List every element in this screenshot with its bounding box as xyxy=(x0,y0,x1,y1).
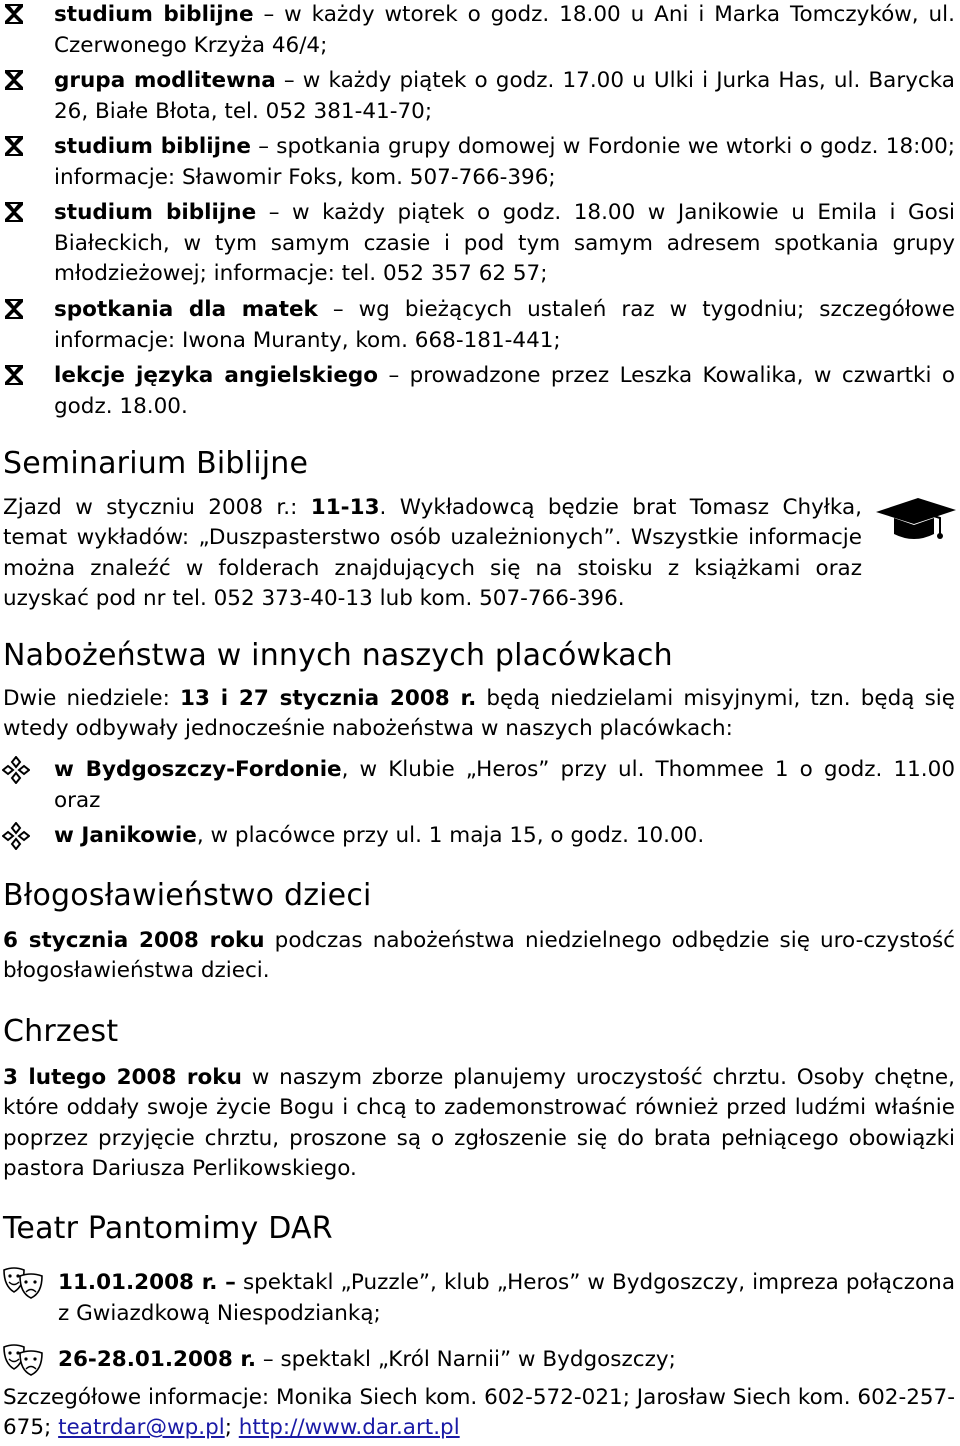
blogoslawienstwo-date: 6 stycznia 2008 roku xyxy=(3,928,265,953)
seminarium-dates: 11-13 xyxy=(310,495,380,520)
email-link[interactable]: teatrdar@wp.pl xyxy=(58,1415,225,1441)
nabozenstwa-intro xyxy=(3,684,955,745)
activity-title: lekcje języka angielskiego xyxy=(54,363,379,388)
section-title-seminarium: Seminarium Biblijne xyxy=(3,446,309,481)
section-title-nabozenstwa: Nabożeństwa w innych naszych placówkach xyxy=(3,638,673,673)
section-title-teatr: Teatr Pantomimy DAR xyxy=(3,1211,333,1246)
activity-details: – w każdy piątek o godz. 18.00 w Janikowie u Emila i Gosi Białeckich, w tym samym czasie i pod tym samym adresem spotkania grupy młodzieżowej; informacje: tel. 052 357 62 57; xyxy=(54,200,956,286)
hourglass-bullet-icon xyxy=(2,200,32,230)
four-diamond-bullet-icon xyxy=(2,822,32,852)
hourglass-bullet-icon xyxy=(2,363,32,393)
hourglass-bullet-icon xyxy=(2,297,32,327)
seminarium-pre: Zjazd w styczniu 2008 r.: xyxy=(3,495,311,520)
theater-masks-icon xyxy=(2,1343,48,1373)
activity-title: studium biblijne xyxy=(54,2,254,27)
activity-details: – spotkania grupy domowej w Fordonie we wtorki o godz. 18:00; informacje: Sławomir Foks, kom. 507-766-396; xyxy=(54,134,955,190)
activity-details: – w każdy piątek o godz. 17.00 u Ulki i Jurka Has, ul. Barycka 26, Białe Błota, tel. 052 381-41-70; xyxy=(54,68,955,124)
event-date: 26-28.01.2008 r. xyxy=(58,1347,257,1372)
contact-text: Szczegółowe informacje: Monika Siech kom. 602-572-021; Jarosław Siech kom. 602-257-675; xyxy=(3,1385,955,1441)
chrzest-body: w naszym zborze planujemy uroczystość chrztu. Osoby chętne, które oddały swoje życie Bogu i chcą to zademonstrować również przed ludźmi właśnie poprzez przyjęcie chrztu, proszone są o zgłoszenie się do brata pełniącego obowiązki pastora Dariusza Perlikowskiego. xyxy=(3,1065,955,1181)
activity-details: – wg bieżących ustaleń raz w tygodniu; szczegółowe informacje: Iwona Muranty, kom. 668-181-441; xyxy=(54,297,955,353)
event-date: 11.01.2008 r. – xyxy=(58,1270,236,1295)
contact-separator: ; xyxy=(224,1415,239,1441)
chrzest-date: 3 lutego 2008 roku xyxy=(3,1065,242,1090)
activity-title: studium biblijne xyxy=(54,200,257,225)
blogoslawienstwo-body: podczas nabożeństwa niedzielnego odbędzie się uro-czystość błogosławieństwa dzieci. xyxy=(3,928,955,984)
activity-title: grupa modlitewna xyxy=(54,68,276,93)
place-details: , w placówce przy ul. 1 maja 15, o godz. 10.00. xyxy=(196,823,705,848)
activity-details: – prowadzone przez Leszka Kowalika, w czwartki o godz. 18.00. xyxy=(54,363,955,419)
hourglass-bullet-icon xyxy=(2,2,32,32)
section-title-blogoslawienstwo: Błogosławieństwo dzieci xyxy=(3,878,372,913)
intro-dates: 13 i 27 stycznia 2008 r. xyxy=(180,686,477,711)
place-name: w Janikowie xyxy=(54,823,197,848)
seminarium-body: . Wykładowcą będzie brat Tomasz Chyłka, temat wykładów: „Duszpasterstwo osób uzależnionych”. Wszystkie informacje można znaleźć w folderach znajdujących się na stoisku z książkami oraz uzyskać pod nr tel. 052 373-40-13 lub kom. 507-766-396. xyxy=(3,495,862,611)
event-details: spektakl „Puzzle”, klub „Heros” w Bydgoszczy, impreza połączona z Gwiazdkową Niespodzianką; xyxy=(58,1270,955,1326)
place-details: , w Klubie „Heros” przy ul. Thommee 1 o godz. 11.00 oraz xyxy=(54,757,956,813)
seminarium-paragraph-a xyxy=(3,493,862,614)
event-details: – spektakl „Król Narnii” w Bydgoszczy; xyxy=(256,1347,676,1372)
four-diamond-bullet-icon xyxy=(2,756,32,786)
activity-details: – w każdy wtorek o godz. 18.00 u Ani i Marka Tomczyków, ul. Czerwonego Krzyża 46/4; xyxy=(54,2,955,58)
hourglass-bullet-icon xyxy=(2,134,32,164)
activity-title: spotkania dla matek xyxy=(54,297,318,322)
teatr-contact xyxy=(3,1383,955,1444)
activity-title: studium biblijne xyxy=(54,134,251,159)
hourglass-bullet-icon xyxy=(2,68,32,98)
intro-body: będą niedzielami misyjnymi, tzn. będą się wtedy odbywały jednocześnie nabożeństwa w naszych placówkach: xyxy=(3,686,955,742)
intro-pre: Dwie niedziele: xyxy=(3,686,181,711)
website-link[interactable]: http://www.dar.art.pl xyxy=(238,1415,460,1441)
chrzest-paragraph xyxy=(3,1063,955,1184)
place-name: w Bydgoszczy-Fordonie xyxy=(54,757,342,782)
blogoslawienstwo-paragraph xyxy=(3,926,955,987)
section-title-chrzest: Chrzest xyxy=(3,1014,119,1049)
theater-masks-icon xyxy=(2,1266,48,1296)
graduation-cap-icon xyxy=(874,494,958,552)
